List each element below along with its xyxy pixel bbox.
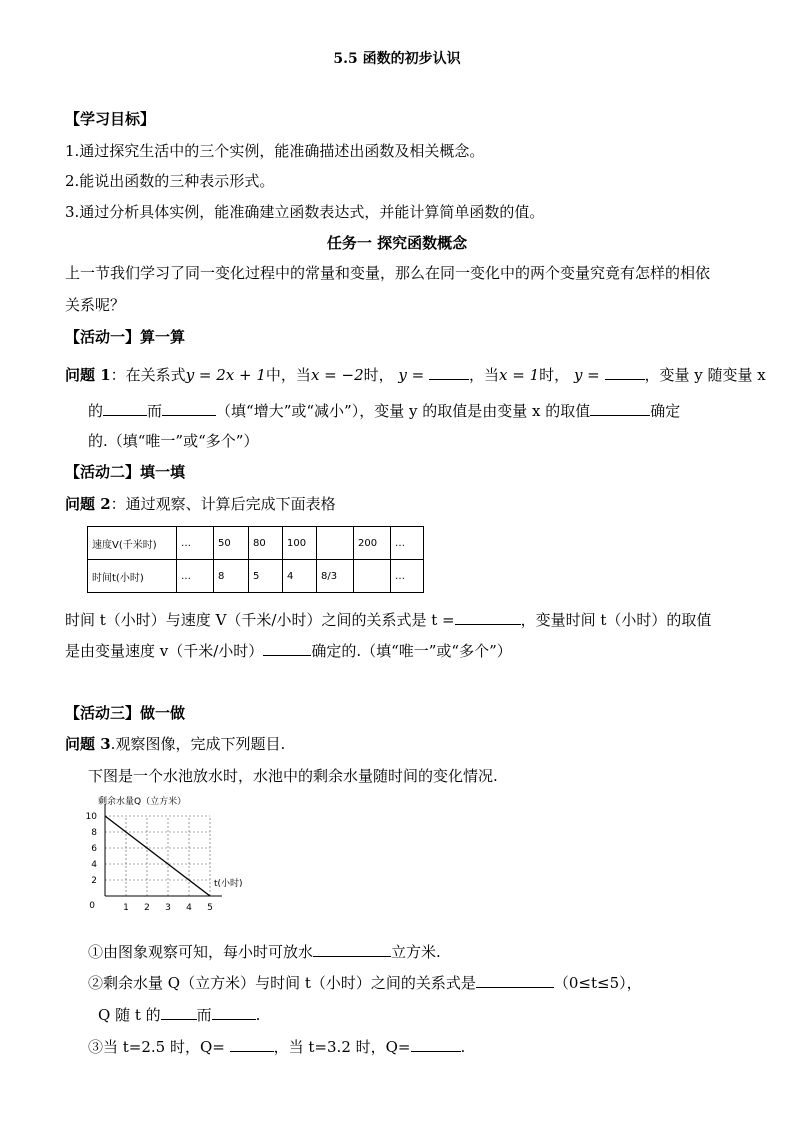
origin-label: 0 [89,901,95,911]
table-cell: 4 [283,560,317,593]
question2-relation-line2 [65,641,512,660]
text: Q 随 t 的 [98,1006,161,1024]
activity1-heading: 【活动一】算一算 [65,328,186,346]
text: ①由图象观察可知，每小时可放水 [88,943,314,961]
x-tick-label: 3 [165,903,171,913]
question-label: 问题 2 [65,495,111,513]
task1-intro: 上一节我们学习了同一变化过程中的常量和变量，那么在同一变化中的两个变量究竟有怎样的相依 [65,264,711,282]
x-tick-label: 1 [123,903,129,913]
y-tick-label: 6 [91,844,97,854]
table-cell: 50 [214,527,249,560]
subquestion-3 [88,1037,465,1056]
formula: y = [398,366,425,384]
answer-blank[interactable] [605,365,645,380]
table-cell: 时间t(小时) [88,560,177,593]
text: 而 [147,402,163,420]
table-cell: … [391,560,424,593]
table-row [88,527,424,560]
answer-blank[interactable] [230,1037,274,1052]
question3 [65,735,285,753]
answer-blank[interactable] [590,401,650,416]
formula: y = [573,366,600,384]
question2 [65,495,336,513]
text: . [460,1038,466,1056]
x-tick-label: 5 [207,903,213,913]
speed-time-table [87,526,424,593]
text: ③当 t=2.5 时，Q= [88,1038,225,1056]
table-cell: 速度V(千米时) [88,527,177,560]
answer-blank[interactable] [103,401,147,416]
text: .观察图像，完成下列题目. [110,735,286,753]
question-label: 问题 1 [65,366,111,384]
text: 确定 [650,402,681,420]
table-cell[interactable] [317,527,354,560]
text: 是由变量速度 v（千米/小时） [65,642,264,660]
y-tick-label: 8 [91,828,97,838]
text: ，当 [469,366,500,384]
text: ：在关系式 [110,366,186,384]
table-cell: 100 [283,527,317,560]
x-tick-label: 2 [144,903,150,913]
water-remaining-chart [80,790,280,930]
answer-blank[interactable] [212,1005,256,1020]
series-line [105,816,210,896]
question1-line1 [65,365,766,384]
text: ：通过观察、计算后完成下面表格 [110,495,336,513]
objective-item: 2.能说出函数的三种表示形式。 [65,172,275,190]
text: ，变量 y 随变量 x [644,366,766,384]
text: 而 [196,1006,212,1024]
table-cell: 200 [354,527,391,560]
text: ，当 t=3.2 时，Q= [273,1038,411,1056]
answer-blank[interactable] [263,641,311,656]
subquestion-2-line2 [98,1005,260,1024]
question2-relation-line1 [65,610,711,629]
objective-item: 1.通过探究生活中的三个实例，能准确描述出函数及相关概念。 [65,142,485,160]
x-axis-label: t(小时) [214,879,243,889]
objectives-heading: 【学习目标】 [65,110,156,128]
text: ，变量时间 t（小时）的取值 [520,611,712,629]
y-tick-label: 10 [85,812,97,822]
answer-blank[interactable] [429,365,469,380]
text: （填“增大”或“减小”），变量 y 的取值是由变量 x 的取值 [216,402,591,420]
table-cell: … [177,527,214,560]
question3-description: 下图是一个水池放水时，水池中的剩余水量随时间的变化情况. [88,767,498,785]
page-title: 5.5 函数的初步认识 [333,51,461,67]
table-cell: 80 [249,527,283,560]
y-axis-label: 剩余水量Q（立方米） [98,797,187,807]
table-cell: 8 [214,560,249,593]
formula: x = −2 [310,366,364,384]
answer-blank[interactable] [162,401,216,416]
formula: x = 1 [499,366,540,384]
text: 时间 t（小时）与速度 V（千米/小时）之间的关系式是 t = [65,611,455,629]
text: ②剩余水量 Q（立方米）与时间 t（小时）之间的关系式是 [88,974,476,992]
text: 立方米. [391,943,441,961]
question-label: 问题 3 [65,735,111,753]
answer-blank[interactable] [411,1037,461,1052]
table-cell: … [177,560,214,593]
text: 时， [363,366,394,384]
text: （0≤t≤5）， [553,974,642,992]
table-row [88,560,424,593]
answer-blank[interactable] [455,610,521,625]
text: 的 [88,402,104,420]
task1-heading: 任务一 探究函数概念 [326,234,468,252]
question1-line2 [88,401,680,420]
activity3-heading: 【活动三】做一做 [65,704,186,722]
answer-blank[interactable] [161,1005,197,1020]
formula: y = 2x + 1 [185,366,266,384]
task1-intro: 关系呢？ [65,296,126,314]
text: . [255,1006,261,1024]
subquestion-2 [88,973,642,992]
text: 确定的.（填“唯一”或“多个”） [311,642,512,660]
y-tick-label: 2 [91,876,97,886]
x-tick-label: 4 [186,903,192,913]
activity2-heading: 【活动二】填一填 [65,463,186,481]
objective-item: 3.通过分析具体实例，能准确建立函数表达式，并能计算简单函数的值。 [65,203,545,221]
answer-blank[interactable] [313,942,391,957]
text: 中，当 [265,366,311,384]
table-cell: 5 [249,560,283,593]
table-cell[interactable] [354,560,391,593]
table-cell: 8/3 [317,560,354,593]
y-tick-label: 4 [91,860,97,870]
question1-line3: 的.（填“唯一”或“多个”） [88,432,259,450]
answer-blank[interactable] [476,973,554,988]
subquestion-1 [88,942,441,961]
text: 时， [539,366,570,384]
table-cell: … [391,527,424,560]
